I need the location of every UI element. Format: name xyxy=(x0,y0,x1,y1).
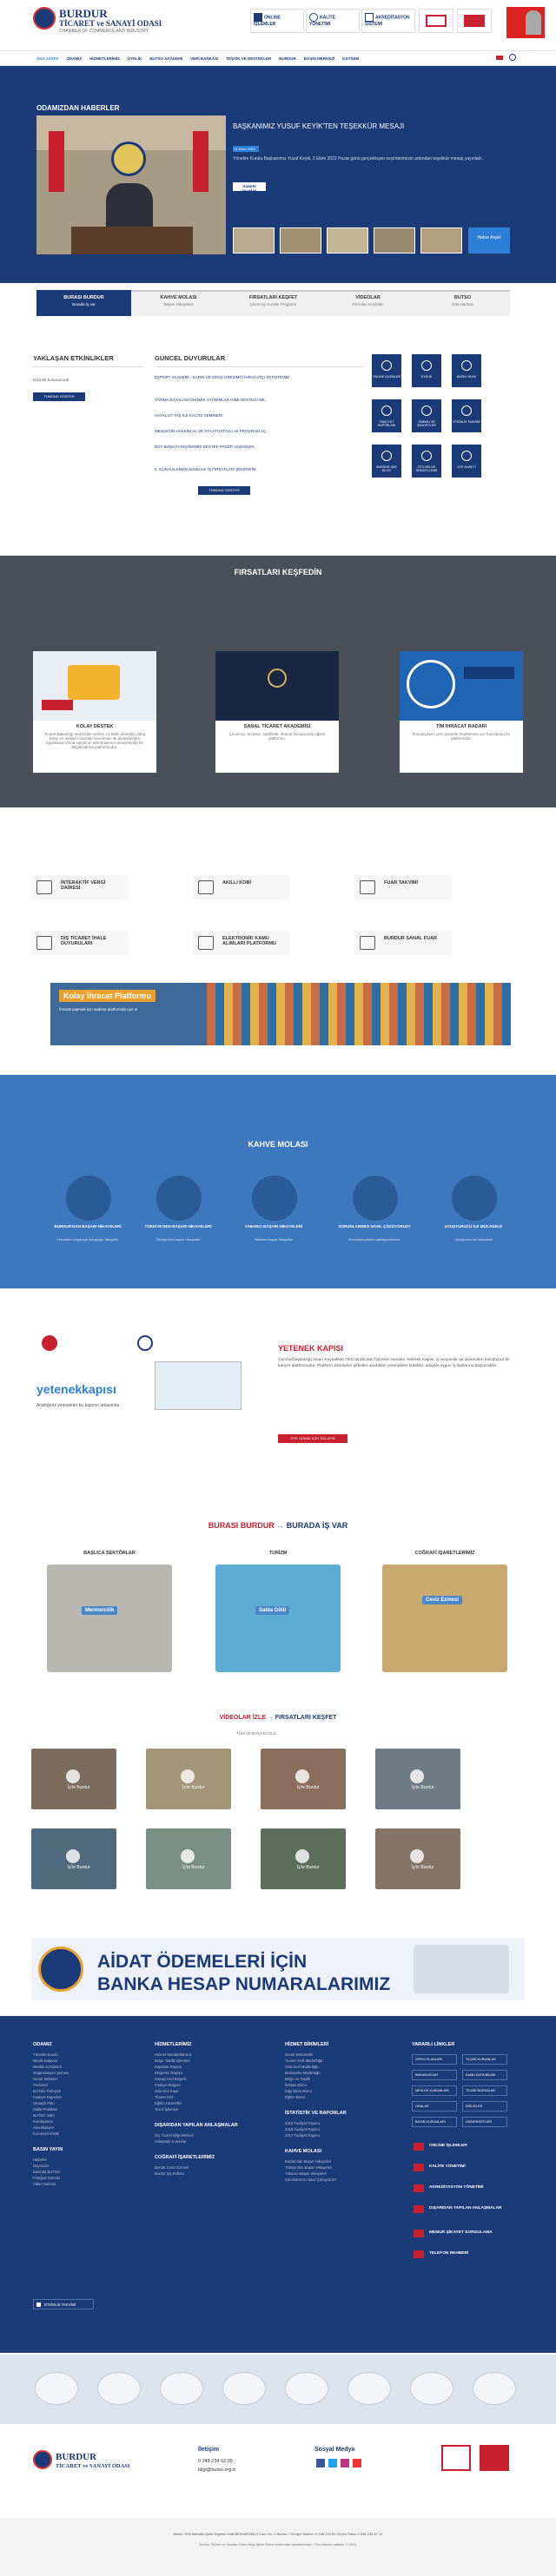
footer-link[interactable]: Belge Tasdik İşlemleri xyxy=(155,2059,190,2063)
burasi-head: COĞRAFİ İŞARETLERİMİZ xyxy=(414,1551,475,1556)
tab-videolar[interactable]: VİDEOLAR Firmaları Keşfedin xyxy=(321,290,415,316)
footer-link[interactable]: BUTSO Vakfı xyxy=(33,2113,55,2118)
play-icon xyxy=(410,1769,424,1783)
tab-firsatlari-kesfet[interactable]: FIRSATLARI KEŞFET Çevrimiçi Kurslar Programı xyxy=(226,290,321,316)
bottom-brand: BURDUR xyxy=(56,2452,97,2462)
announcement-item[interactable]: EXPORT AKADEMİ - KADIN VE GENÇ GİRİŞİMCİ İHRACATÇI YETİŞTİRME xyxy=(155,375,290,379)
partner-logo[interactable] xyxy=(285,2372,328,2405)
partner-logo[interactable] xyxy=(348,2372,391,2405)
video-thumb[interactable]: İş'te Burdur xyxy=(261,1828,346,1889)
footer-link[interactable]: Muhasebe Müdürlüğü xyxy=(285,2071,321,2075)
play-icon xyxy=(66,1849,80,1863)
footer-address: Adres: Yeni Mahalle Şehit Teğmen Halil BEKMİROĞLU Cad. No: 2 Burdur / Türkiye Telefon: 0 248 234 62 05 pbx Faks: 0 248 233 67 14 xyxy=(173,2532,383,2536)
computer-icon xyxy=(414,2143,424,2151)
computer-icon xyxy=(381,360,392,371)
social-title: Sosyal Medya xyxy=(314,2447,355,2453)
footer-select[interactable]: KAMU KURUMLARI xyxy=(462,2070,507,2080)
play-icon xyxy=(410,1849,424,1863)
quick-box-anket[interactable]: ÜYE ANKETİ xyxy=(452,445,481,478)
footer-link[interactable]: Ticaret Sicili Müdürlüğü xyxy=(285,2059,323,2063)
sanal-ticaret-image xyxy=(215,651,339,721)
footer-link[interactable]: Dış Ticaret Bilgi Merkezi xyxy=(155,2133,194,2138)
nav-item-veri[interactable]: VERİ BANKASI xyxy=(190,56,219,61)
partner-logo[interactable] xyxy=(473,2372,516,2405)
footer-link[interactable]: Ticaret Sicil xyxy=(155,2095,174,2099)
tobb-logo[interactable] xyxy=(441,2445,471,2471)
kahve-item-text: Firmaların başarıyla buluştuğu hikayeler xyxy=(56,1237,119,1242)
footer-select[interactable]: VERGİ PLANLARI xyxy=(412,2054,457,2065)
footer-link[interactable]: Duyurular xyxy=(33,2164,50,2168)
quick-box-blog[interactable]: BURDUR VAR BLOG xyxy=(372,445,401,478)
footer-link[interactable]: Kapasite Raporu xyxy=(155,2065,182,2069)
news-date: 14 Ekim 2023 xyxy=(233,146,259,152)
footer-link[interactable]: Burdur Ceviz Ezmesi xyxy=(155,2165,189,2170)
nav-item-tesvik[interactable]: TEŞVİK VE DESTEKLER xyxy=(226,56,272,61)
kolay-destek-image xyxy=(33,651,156,721)
video-thumb[interactable]: İş'te Burdur xyxy=(146,1749,231,1809)
footer-link[interactable]: BUTSO Tarihçesi xyxy=(33,2089,62,2093)
footer-link[interactable]: Fotoğraf Galerisi xyxy=(33,2176,60,2180)
announcement-item[interactable]: BOY BOŞUYA EKONOMİK DESTEK PAKETİ HAKKINDA xyxy=(155,445,255,449)
main-nav xyxy=(0,50,556,66)
partner-logo[interactable] xyxy=(222,2372,266,2405)
phone-icon xyxy=(414,2250,424,2258)
footer-link[interactable]: Tescil İşlemleri xyxy=(155,2107,179,2112)
news-section-title: ODAMIZDAN HABERLER xyxy=(36,104,120,112)
kolay-ihracat-subtitle: İhracat yapmak için sadece platformda üye ol xyxy=(59,1007,138,1011)
footer-link[interactable]: Faaliyet Belgesi xyxy=(155,2083,181,2087)
footer-link[interactable]: Sanayi Sicil Belgesi xyxy=(155,2077,187,2081)
burasi-head: BAŞLICA SEKTÖRLER xyxy=(83,1551,136,1556)
firsatlar-title: FIRSATLARI KEŞFEDİN xyxy=(234,568,322,576)
blog-icon xyxy=(381,451,392,461)
nav-item-home[interactable]: ANA SAYFA xyxy=(36,56,59,61)
card-kolay-destek[interactable]: KOLAY DESTEK Ticaret Bakanlığı tarafından verilen 14 farklı desteğin daha kolay ve anlaşılır biçimde sunulması ile desteklerden faydalanan firma sayısının artırılmasının amaçlandığı bir bilgilendirme platformudur. xyxy=(33,651,156,773)
footer-select[interactable]: MESLEK KURUMLARI xyxy=(412,2085,457,2096)
computer-icon xyxy=(254,13,262,22)
footer-link[interactable]: Eğitim Birimi xyxy=(285,2095,306,2099)
footer-link[interactable]: Personel xyxy=(33,2083,48,2087)
nav-item-basin[interactable]: BASIN MERKEZİ xyxy=(303,56,335,61)
footer-select[interactable]: BİRLİKLER xyxy=(462,2101,507,2112)
news-thumb[interactable] xyxy=(280,227,321,254)
quick-box-basin[interactable]: BASIN YAYIN xyxy=(452,354,481,387)
calendar-icon xyxy=(461,405,472,416)
footer-sikayet-link[interactable]: MEMUR ŞİKAYET SORGULAMA xyxy=(412,2228,516,2239)
twitter-icon[interactable] xyxy=(328,2459,337,2467)
footer-link[interactable]: Kalite Politikası xyxy=(33,2107,58,2112)
footer-link[interactable]: Anlaşmalı Kurumlar xyxy=(155,2139,187,2144)
video-thumb[interactable]: İş'te Burdur xyxy=(375,1828,460,1889)
news-thumb[interactable] xyxy=(233,227,275,254)
youtube-icon[interactable] xyxy=(353,2459,361,2467)
link-dis-ticaret[interactable]: DIŞ TİCARET İHALE DUYURULARI xyxy=(31,931,129,955)
yetenek-title: YETENEK KAPISI xyxy=(278,1344,344,1353)
news-thumb[interactable] xyxy=(420,227,462,254)
bottom-bar xyxy=(0,2518,556,2576)
chamber-logo[interactable] xyxy=(33,2450,52,2469)
burasi-burdur-title: BURASI BURDUR → BURADA İŞ VAR xyxy=(208,1521,348,1530)
complaint-icon xyxy=(414,2230,424,2237)
events-all-button[interactable]: TÜMÜNÜ GÖSTER xyxy=(33,392,85,401)
megaphone-icon xyxy=(36,936,52,950)
survey-icon xyxy=(461,451,472,461)
footer-link[interactable]: Türkiye'den Başarı Hikayeleri xyxy=(285,2165,333,2170)
footer-online-link[interactable]: ONLİNE İŞLEMLER xyxy=(412,2141,516,2152)
footer-link[interactable]: 2017 Faaliyet Raporu xyxy=(285,2133,321,2138)
kahve-item-text: Yabancı başarı hikayeleri xyxy=(254,1237,294,1242)
yetenek-kapisi-image[interactable] xyxy=(33,1320,250,1441)
footer-copyright: Burdur Ticaret ve Sanayi Odası Bilgi İşlem Birimi tarafından tasarlanmıştır. Tüm hakları saklıdır © 2021 xyxy=(199,2542,357,2546)
kahve-item-title[interactable]: SORUNLARIMIZI NASIL ÇÖZÜYORUZ? xyxy=(338,1224,411,1229)
newspaper-icon xyxy=(461,360,472,371)
footer-select[interactable]: TİCARİ KURUMLAR xyxy=(462,2054,507,2065)
report-icon xyxy=(381,405,392,416)
events-empty-text: Etkinlik bulunamadı xyxy=(33,379,70,383)
kahve-item-title[interactable]: UYUŞTURUCU İLE MÜCADELE xyxy=(444,1224,503,1229)
aidat-line2: BANKA HESAP NUMARALARIMIZ xyxy=(97,1974,391,1994)
video-thumb[interactable]: İş'te Burdur xyxy=(261,1749,346,1809)
puzzle-icon[interactable] xyxy=(353,1176,398,1221)
yetenek-signup-button[interactable]: ÜYE OLMAK İÇİN TIKLAYIN xyxy=(278,1434,348,1443)
contact-phone[interactable]: 0 248 234 62 05 xyxy=(198,2459,233,2464)
document-icon xyxy=(421,451,432,461)
news-image[interactable] xyxy=(36,115,226,254)
footer-kalite-link[interactable]: KALİTE YÖNETİMİ xyxy=(412,2162,516,2173)
footer-events-button[interactable]: ETKİNLİK TAKVİMİ xyxy=(33,2299,94,2309)
footer-select[interactable]: BASIN KURUMLARI xyxy=(412,2117,457,2127)
calendar-icon xyxy=(360,880,375,894)
kolay-ihracat-title: Kolay İhracat Platformu xyxy=(59,990,156,1002)
calendar-icon xyxy=(36,2303,41,2307)
shield-icon[interactable] xyxy=(452,1176,497,1221)
footer-select[interactable]: TİCARİ BORSALAR xyxy=(462,2085,507,2096)
footer-link[interactable]: Eğitim Hizmetleri xyxy=(155,2101,182,2105)
search-icon xyxy=(360,936,375,950)
link-fuar-takvimi[interactable]: FUAR TAKVİMİ xyxy=(354,875,452,899)
play-icon xyxy=(181,1849,195,1863)
kahve-item-text: Sorunlara çözüm yaklaşımlarımız xyxy=(348,1237,400,1242)
nav-item-akademi[interactable]: BUTSO AKADEMİ xyxy=(149,56,183,61)
success-icon[interactable] xyxy=(66,1176,111,1221)
burasi-head: TURİZM xyxy=(268,1551,288,1556)
accreditation-icon xyxy=(365,13,374,22)
card-tim-radar[interactable]: TİM İHRACAT RADARI İhracatçıların yeni pazarlar keşfetmesi için hazırlanan bir platformdur. xyxy=(400,651,523,773)
online-islemler-box[interactable]: ONLINE İŞLEMLER xyxy=(250,9,304,33)
announcement-item[interactable]: 5. GÜN KALKINMA BANKASI İŞ FIRSATLARI ŞEKERKİM xyxy=(155,467,256,471)
footer-link[interactable]: Genel Sekreterlik xyxy=(285,2052,314,2057)
quick-box-takvim[interactable]: ETKİNLİK TAKVİMİ xyxy=(452,399,481,432)
nav-item-odamiz[interactable]: ODAMIZ xyxy=(66,56,83,61)
play-icon xyxy=(66,1769,80,1783)
kahve-molasi-title: KAHVE MOLASI xyxy=(248,1140,308,1149)
akreditasyon-box[interactable]: AKREDİTASYON SİSTEMİ xyxy=(361,9,415,33)
footer-link[interactable]: Yönetim Kurulu xyxy=(33,2052,58,2057)
footer-link[interactable]: 2019 Faaliyet Raporu xyxy=(285,2121,321,2125)
aidat-line1: AİDAT ÖDEMELERİ İÇİN xyxy=(97,1952,308,1972)
tab-burasi-burdur[interactable]: BURASI BURDUR Burada İş var xyxy=(36,290,131,316)
partner-logo[interactable] xyxy=(35,2372,78,2405)
events-title: YAKLAŞAN ETKİNLİKLER xyxy=(33,354,114,362)
complaint-icon xyxy=(421,405,432,416)
link-akilli-kobi[interactable]: AKILLI KOBİ xyxy=(193,875,290,899)
tax-icon xyxy=(36,880,52,894)
handshake-icon xyxy=(414,2205,424,2213)
tim-radar-image xyxy=(400,651,523,721)
footer-col-hizmetler: HİZMETLERİMİZ Hizmet Standartlarımız Belge Tasdik İşlemleri Kapasite Raporu Ekspertiz Raporu Sanayi Sicil Belgesi Faaliyet Belgesi Oda Sicil Kayıt Ticaret Sicil Eğitim Hizmetleri Tescil İşlemleri DIŞARIDAN YAPILAN ANLAŞMALAR Dış Ticaret Bilgi Merkezi Anlaşmalı Kurumlar COĞRAFİ İŞARETLERİMİZ Burdur Ceviz Ezmesi Burdur Şiş Köftesi xyxy=(155,2042,238,2176)
footer-link[interactable]: Oda Sicili Müdürlüğü xyxy=(285,2065,319,2069)
video-thumb[interactable]: İş'te Burdur xyxy=(31,1749,116,1809)
footer-link[interactable]: Belge ve Tasdik xyxy=(285,2077,311,2081)
videos-title: VİDEOLAR İZLE → FIRSATLARI KEŞFET xyxy=(219,1715,337,1721)
quality-icon xyxy=(309,13,318,22)
footer-link[interactable]: Faaliyet Raporları xyxy=(33,2095,63,2099)
burasi-image-ceviz[interactable]: Ceviz Ezmesi xyxy=(382,1565,507,1672)
footer-anlasmalar-link[interactable]: DIŞARIDAN YAPILAN ANLAŞMALAR xyxy=(412,2204,516,2215)
brand-name[interactable]: BURDUR xyxy=(59,7,108,20)
partner-logo[interactable] xyxy=(410,2372,453,2405)
chamber-logo[interactable] xyxy=(33,7,56,30)
events-divider xyxy=(33,366,144,367)
quick-box-faaliyet[interactable]: FAALİYET RAPORLARI xyxy=(372,399,401,432)
news-read-more-button[interactable]: HABERİ OKUMAK xyxy=(233,182,266,191)
kahve-item-title[interactable]: BURDUR'DAN BAŞARI HİKAYELERİ xyxy=(54,1224,122,1229)
announcement-item[interactable]: HAYAL ET YAŞ İLE KALİTE SEMİNERİ xyxy=(155,413,223,418)
video-thumb[interactable]: İş'te Burdur xyxy=(31,1828,116,1889)
video-thumb[interactable]: İş'te Burdur xyxy=(146,1828,231,1889)
footer-link[interactable]: Meclis Başkanı xyxy=(33,2059,58,2063)
footer-link[interactable]: Meslek Komiteleri xyxy=(33,2065,63,2069)
burasi-image-mermer[interactable]: Mermercilik xyxy=(47,1565,172,1672)
kalite-box[interactable]: KALİTE YÖNETİMİ xyxy=(306,9,360,33)
footer-link[interactable]: Oda Sicil Kayıt xyxy=(155,2089,179,2093)
kahve-item-title[interactable]: YABANCI BAŞARI HİKAYELERİ xyxy=(244,1224,303,1229)
news-archive-button[interactable]: Haber Arşivi xyxy=(468,227,510,254)
card-sanal-ticaret[interactable]: SANAL TİCARET AKADEMİSİ Çevrimiçi, ücretsiz, sertifikalı, ihracat konularında eğitim platformu. xyxy=(215,651,339,773)
search-icon[interactable] xyxy=(509,54,516,61)
link-vergi-dairesi[interactable]: İNTERAKTİF VERGİ DAİRESİ xyxy=(31,875,129,899)
kahve-item-text: Uyuşturucu ile mücadele xyxy=(454,1237,493,1242)
footer-link[interactable]: Haberler xyxy=(33,2158,48,2162)
accreditation-icon xyxy=(414,2184,424,2192)
footer-link[interactable]: Hizmet Standartlarımız xyxy=(155,2052,192,2057)
footer-link[interactable]: Genel Sekreter xyxy=(33,2077,58,2081)
announcements-divider xyxy=(155,366,363,367)
footer-akreditasyon-link[interactable]: AKREDİTASYON YÖNETİMİ xyxy=(412,2183,516,2194)
tab-kahve-molasi[interactable]: KAHVE MOLASI Başarı Hikayeleri xyxy=(131,290,226,316)
videos-all-link[interactable]: TÜM VİDEOLARI İZLE xyxy=(236,1731,276,1736)
footer-select[interactable]: ODALAR xyxy=(412,2101,457,2112)
footer-link[interactable]: Bilgi İşlem Birimi xyxy=(285,2089,312,2093)
kahve-item-title[interactable]: TÜRKİYE'DEN BAŞARI HİKAYELERİ xyxy=(144,1224,212,1229)
announcement-item[interactable]: TARIMA DAYALI EKONOMİK YATIRIMLAR HİBE DESTEĞİ ME... xyxy=(155,398,268,402)
footer-link[interactable]: Yabancı Başarı Hikayeleri xyxy=(285,2171,327,2176)
footer-link[interactable]: Ekspertiz Raporu xyxy=(155,2071,183,2075)
nav-item-iletisim[interactable]: İLETİŞİM xyxy=(342,56,360,61)
tab-butso[interactable]: BUTSO Oda Haritası xyxy=(415,290,510,316)
footer-link[interactable]: Sorunlarımızı Nasıl Çözüyoruz? xyxy=(285,2177,337,2182)
facebook-icon[interactable] xyxy=(316,2459,325,2467)
footer-link[interactable]: Video Galerisi xyxy=(33,2182,56,2186)
partner-logo[interactable] xyxy=(160,2372,203,2405)
language-flag-icon[interactable] xyxy=(496,56,503,60)
news-thumb[interactable] xyxy=(374,227,415,254)
footer-link[interactable]: Burdur Şiş Köftesi xyxy=(155,2171,184,2176)
play-icon xyxy=(295,1769,309,1783)
link-kamu-alimlari[interactable]: ELEKTRONİK KAMU ALIMLARI PLATFORMU xyxy=(193,931,290,955)
nav-item-burdur[interactable]: BURDUR xyxy=(279,56,296,61)
burasi-image-salda[interactable]: Salda Gölü xyxy=(215,1565,341,1672)
footer-link[interactable]: Organizasyon Şeması xyxy=(33,2071,70,2075)
contact-title: İletişim xyxy=(198,2447,220,2453)
kahve-item-text: Türkiye'den başarı hikayeleri xyxy=(156,1237,201,1242)
ataturk-flag-image xyxy=(506,7,545,38)
bottom-brand-sub: TİCARET ve SANAYİ ODASI xyxy=(56,2463,130,2469)
turkey-icon[interactable] xyxy=(156,1176,202,1221)
news-thumb[interactable] xyxy=(327,227,368,254)
quick-box-belge[interactable]: OTO BELGE GÜNCELLEME xyxy=(412,445,441,478)
atabey-logo[interactable] xyxy=(480,2445,509,2471)
contact-email[interactable]: bilgi@butso.org.tr xyxy=(198,2467,236,2473)
tobb-logo[interactable] xyxy=(419,9,453,33)
announcement-item[interactable]: MESLEĞİN HAKKINI AL VE STAJ FOSTGLU ve PROGRAM AÇ... xyxy=(155,429,270,433)
footer-useful-links-title: YARARLI LİNKLER xyxy=(412,2042,455,2047)
footer-select[interactable]: BAKANLIKLAR xyxy=(412,2070,457,2080)
footer-link[interactable]: Stratejik Plan xyxy=(33,2101,55,2105)
nav-item-hizmetler[interactable]: HİZMETLERİMİZ xyxy=(89,56,120,61)
news-summary: Yönetim Kurulu Başkanımız Yusuf Keyik, 2 Ekim 2022 Pazar günü gerçekleşen seçimlerimizin ardından teşekkür mesajı yayınladı. xyxy=(233,156,484,161)
nav-item-uyelik[interactable]: ÜYELİK xyxy=(127,56,142,61)
footer-link[interactable]: Akreditasyon xyxy=(33,2125,55,2130)
announcements-all-button[interactable]: TÜMÜNÜ GÖSTER xyxy=(198,486,250,495)
footer-link[interactable]: 2018 Faaliyet Raporu xyxy=(285,2127,321,2131)
news-headline[interactable]: BAŞKANIMIZ YUSUF KEYİK'TEN TEŞEKKÜR MESAJI xyxy=(233,122,405,130)
yetenek-text: Cumhurbaşkanlığı İnsan Kaynakları Ofisi tarafından hizmete sunulan Yetenek Kapısı, iş arayanlar ve işverenleri buluşturan bir kariyer platformudur. Platform üzerinden şirketler aradıkları yetenekleri bulabilir, adaylar uygun iş ilanlarına başvurabilir. xyxy=(278,1358,510,1368)
quick-box-online[interactable]: ONLİNE İŞLEMLER xyxy=(372,354,401,387)
globe-icon[interactable] xyxy=(252,1176,297,1221)
play-icon xyxy=(181,1769,195,1783)
quick-box-uyelik[interactable]: ÜYELİK xyxy=(412,354,441,387)
footer-link[interactable]: Komisyonlar xyxy=(33,2119,54,2124)
footer-col-odamiz: ODAMIZ Yönetim Kurulu Meclis Başkanı Meslek Komiteleri Organizasyon Şeması Genel Sekreter Personel BUTSO Tarihçesi Faaliyet Raporları Stratejik Plan Kalite Politikası BUTSO Vakfı Komisyonlar Akreditasyon Kurumsal Kimlik BASIN YAYIN Haberler Duyurular Basında BUTSO Fotoğraf Galerisi Video Galerisi xyxy=(33,2042,70,2186)
yetenek-brand-text: yetenekkapısı xyxy=(36,1382,116,1396)
quality-icon xyxy=(414,2164,424,2171)
video-thumb[interactable]: İş'te Burdur xyxy=(375,1749,460,1809)
footer-rehber-link[interactable]: TELEFON REHBERİ xyxy=(412,2249,516,2260)
instagram-icon[interactable] xyxy=(341,2459,349,2467)
yetenek-tagline: Aradığınız yetenekler bu kapının arkasında xyxy=(36,1403,120,1408)
footer-link[interactable]: Burdur'dan Başarı Hikayeleri xyxy=(285,2159,332,2164)
link-sanal-fuar[interactable]: BURDUR SANAL FUAR xyxy=(354,931,452,955)
footer-link[interactable]: Basında BUTSO xyxy=(33,2170,60,2174)
quick-box-sikayet[interactable]: ÖNEMLİ VE ŞİKAYETLER xyxy=(412,399,441,432)
footer-link[interactable]: İletişim Birimi xyxy=(285,2083,307,2087)
briefcase-icon xyxy=(198,880,214,894)
announcements-title: GÜNCEL DUYURULAR xyxy=(155,354,226,362)
partner-logo[interactable] xyxy=(97,2372,141,2405)
user-icon xyxy=(421,360,432,371)
footer-col-birimler: HİZMET BİRİMLERİ Genel Sekreterlik Ticaret Sicili Müdürlüğü Oda Sicili Müdürlüğü Muhasebe Müdürlüğü Belge ve Tasdik İletişim Birimi Bilgi İşlem Birimi Eğitim Birimi İSTATİSTİK VE RAPORLAR 2019 Faaliyet Raporu 2018 Faaliyet Raporu 2017 Faaliyet Raporu KAHVE MOLASI Burdur'dan Başarı Hikayeleri Türkiye'den Başarı Hikayeleri Yabancı Başarı Hikayeleri Sorunlarımızı Nasıl Çözüyoruz? xyxy=(285,2042,347,2182)
cart-icon xyxy=(198,936,214,950)
footer-link[interactable]: Kurumsal Kimlik xyxy=(33,2131,60,2136)
brand-subtitle: TİCARET ve SANAYİ ODASI xyxy=(59,19,162,28)
atabey-logo[interactable] xyxy=(457,9,492,33)
footer-select[interactable]: ÜNİVERSİTELER xyxy=(462,2117,507,2127)
brand-english: CHAMBER OF COMMERCE AND INDUSTRY xyxy=(59,29,149,34)
play-icon xyxy=(295,1849,309,1863)
